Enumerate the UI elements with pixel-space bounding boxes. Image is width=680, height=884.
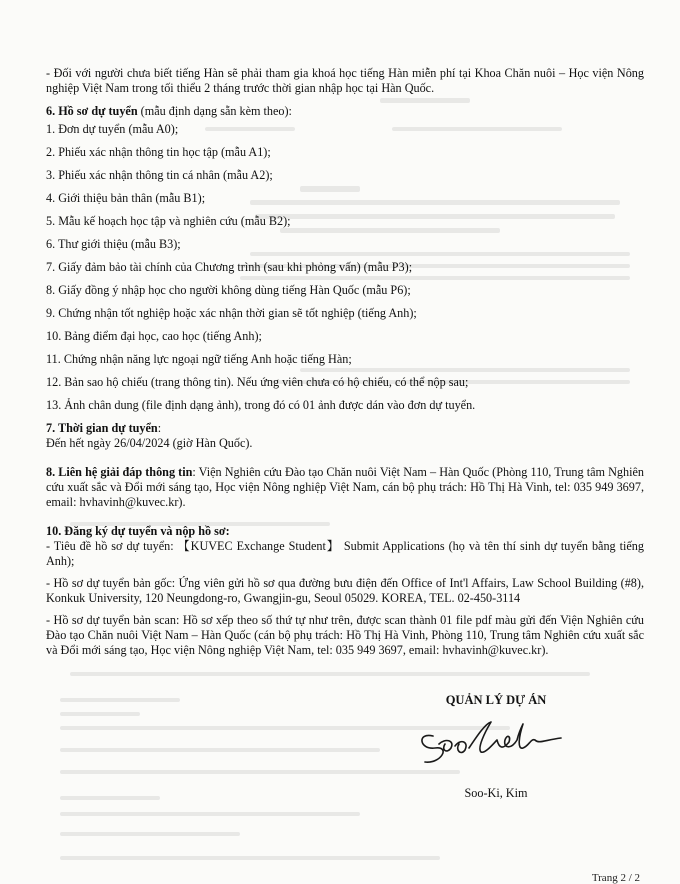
signature-title: QUẢN LÝ DỰ ÁN <box>445 693 547 707</box>
document-item-6: 6. Thư giới thiệu (mẫu B3); <box>46 237 181 251</box>
section-7-heading-line <box>46 421 644 436</box>
section-10-original-submission: - Hồ sơ dự tuyển bản gốc: Ứng viên gửi hồ sơ qua đường bưu điện đến Office of Int'l Affairs, Law School Building (#8), Konkuk University, 120 Neungdong-ro, Gwangjin-gu, Seoul 05029. KOREA, TEL. 02-450-3114 <box>46 576 644 605</box>
section-7-deadline: Đến hết ngày 26/04/2024 (giờ Hàn Quốc). <box>46 436 253 450</box>
section-7 <box>46 421 644 451</box>
intro-paragraph: - Đối với người chưa biết tiếng Hàn sẽ phải tham gia khoá học tiếng Hàn miễn phí tại Khoa Chăn nuôi – Học viện Nông nghiệp Việt Nam trong tối thiểu 2 tháng trước thời gian nhập học tại Hàn Quốc. <box>46 66 644 95</box>
section-6 <box>46 104 644 413</box>
document-item-10: 10. Bảng điểm đại học, cao học (tiếng Anh); <box>46 329 262 343</box>
document-item-7: 7. Giấy đảm bảo tài chính của Chương trình (sau khi phỏng vấn) (mẫu P3); <box>46 260 413 274</box>
document-item-12: 12. Bản sao hộ chiếu (trang thông tin). Nếu ứng viên chưa có hộ chiếu, có thể nộp sau; <box>46 375 469 389</box>
handwritten-signature <box>411 714 581 772</box>
section-10-scan-submission: - Hồ sơ dự tuyển bản scan: Hồ sơ xếp theo số thứ tự như trên, được scan thành 01 file pdf màu gửi đến Viện Nghiên cứu Đào tạo Chăn nuôi Việt Nam – Hàn Quốc (cán bộ phụ trách: Hồ Thị Hà Vinh, Phòng 110, Trung tâm Nghiên cứu xuất sắc và Đổi mới sáng tạo, Học viện Nông nghiệp Việt Nam, tel: 035 949 3697, email: hvhavinh@kuvec.kr). <box>46 613 644 657</box>
section-10-title-instruction: - Tiêu đề hồ sơ dự tuyển: 【KUVEC Exchange Student】 Submit Applications (họ và tên thí sinh dự tuyển bằng tiếng Anh); <box>46 539 644 568</box>
section-6-heading-line <box>46 104 644 119</box>
section-8-heading: 8. Liên hệ giải đáp thông tin <box>46 465 193 479</box>
section-8-paragraph <box>46 465 644 510</box>
document-item-4: 4. Giới thiệu bản thân (mẫu B1); <box>46 191 206 205</box>
section-6-heading-note: (mẫu định dạng sẵn kèm theo): <box>137 104 292 118</box>
document-item-1: 1. Đơn dự tuyển (mẫu A0); <box>46 122 179 136</box>
document-item-11: 11. Chứng nhận năng lực ngoại ngữ tiếng Anh hoặc tiếng Hàn; <box>46 352 352 366</box>
document-item-5: 5. Mẫu kế hoạch học tập và nghiên cứu (mẫu B2); <box>46 214 291 228</box>
signer-name: Soo-Ki, Kim <box>464 786 528 800</box>
section-6-heading: 6. Hồ sơ dự tuyển <box>46 104 138 118</box>
signature-block <box>386 693 606 801</box>
document-item-13: 13. Ảnh chân dung (file định dạng ảnh), trong đó có 01 ảnh được dán vào đơn dự tuyển. <box>46 398 476 412</box>
document-page <box>46 66 644 658</box>
document-item-3: 3. Phiếu xác nhận thông tin cá nhân (mẫu A2); <box>46 168 273 182</box>
page-number: Trang 2 / 2 <box>591 872 640 884</box>
document-item-8: 8. Giấy đồng ý nhập học cho người không dùng tiếng Hàn Quốc (mẫu P6); <box>46 283 411 297</box>
section-8 <box>46 465 644 510</box>
section-10-heading: 10. Đăng ký dự tuyển và nộp hồ sơ: <box>46 524 230 538</box>
section-7-heading: 7. Thời gian dự tuyển <box>46 421 158 435</box>
section-7-colon: : <box>157 421 162 435</box>
section-10 <box>46 524 644 658</box>
document-item-2: 2. Phiếu xác nhận thông tin học tập (mẫu A1); <box>46 145 271 159</box>
document-item-9: 9. Chứng nhận tốt nghiệp hoặc xác nhận thời gian sẽ tốt nghiệp (tiếng Anh); <box>46 306 417 320</box>
section-8-text: : Viện Nghiên cứu Đào tạo Chăn nuôi Việt Nam – Hàn Quốc (Phòng 110, Trung tâm Nghiên cứu xuất sắc và Đổi mới sáng tạo, Học viện Nông nghiệp Việt Nam, cán bộ phụ trách: Hồ Thị Hà Vinh, tel: 035 949 3697, email: hvhavinh@kuvec.kr). <box>46 465 645 509</box>
